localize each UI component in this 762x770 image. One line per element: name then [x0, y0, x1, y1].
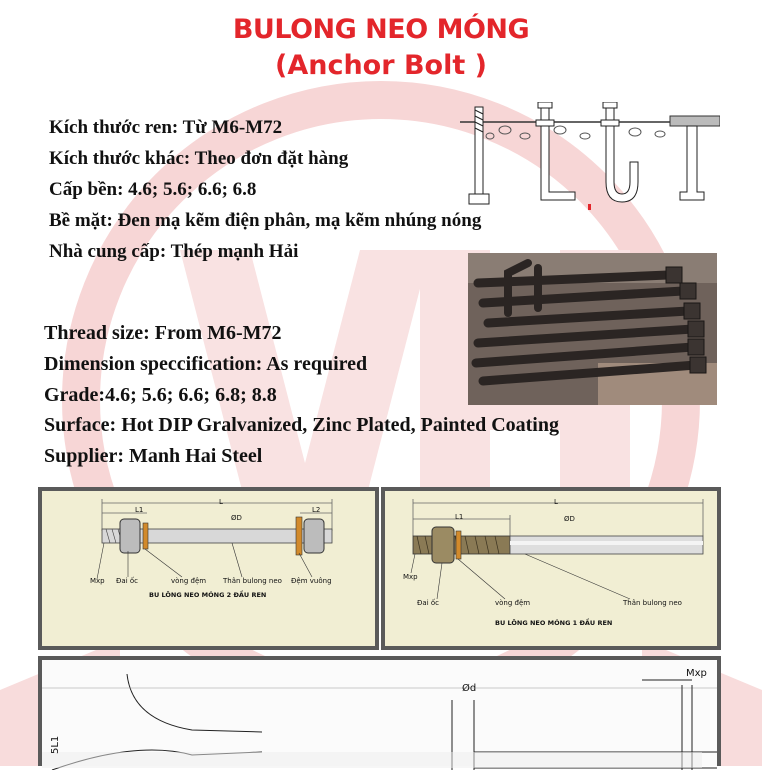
diagram-single-thread	[381, 487, 721, 650]
spec-vi-supplier: Nhà cung cấp: Thép mạnh Hải	[49, 241, 299, 262]
spec-vi-thread: Kích thước ren: Từ M6-M72	[49, 117, 283, 138]
label-L: L	[219, 498, 223, 506]
spec-en-thread: Thread size: From M6-M72	[44, 322, 282, 344]
label-square-washer: Đệm vuông	[291, 577, 332, 585]
label-washer: vòng đệm	[171, 577, 207, 585]
spec-en-surface: Surface: Hot DIP Gralvanized, Zinc Plated, Painted Coating	[44, 414, 559, 436]
diagram-caption: BU LÔNG NEO MÓNG 2 ĐẦU REN	[149, 591, 267, 599]
label-L1: L1	[135, 506, 144, 514]
label-nut: Đai ốc	[417, 599, 440, 607]
diagram-double-thread	[38, 487, 379, 650]
spec-vi-dimension: Kích thước khác: Theo đơn đặt hàng	[49, 148, 349, 169]
label-5L1: 5L1	[50, 735, 61, 754]
label-mxp: Mxp	[403, 573, 418, 581]
label-nut: Đai ốc	[116, 577, 139, 585]
label-body: Thân bulong neo	[623, 599, 682, 607]
bolts-photo	[468, 253, 717, 405]
page-subtitle: (Anchor Bolt )	[275, 50, 487, 81]
anchor-end-drawing	[42, 660, 717, 770]
label-d: Ød	[462, 683, 477, 694]
diagram-caption: BU LÔNG NEO MÓNG 1 ĐẦU REN	[495, 619, 613, 627]
spec-vi-grade: Cấp bền: 4.6; 5.6; 6.6; 6.8	[49, 179, 257, 200]
double-bolt-drawing	[42, 491, 375, 646]
page-title: BULONG NEO MÓNG	[232, 14, 530, 45]
bolt-types-icon	[460, 102, 720, 212]
label-L1: L1	[455, 513, 464, 521]
spec-en-supplier: Supplier: Manh Hai Steel	[44, 445, 263, 467]
label-diameter: ØD	[231, 514, 242, 522]
diagram-bottom-drawing	[38, 656, 721, 766]
label-mxp: Mxp	[90, 577, 105, 585]
spec-en-grade: Grade:4.6; 5.6; 6.6; 6.8; 8.8	[44, 384, 277, 406]
label-diameter: ØD	[564, 515, 575, 523]
label-L: L	[554, 498, 558, 506]
label-washer: vòng đệm	[495, 599, 531, 607]
label-mxp: Mxp	[686, 668, 707, 679]
spec-en-dimension: Dimension speccification: As required	[44, 353, 368, 375]
label-L2: L2	[312, 506, 321, 514]
label-body: Thân bulong neo	[223, 577, 282, 585]
spec-vi-surface: Bề mặt: Đen mạ kẽm điện phân, mạ kẽm nhúng nóng	[49, 210, 482, 231]
